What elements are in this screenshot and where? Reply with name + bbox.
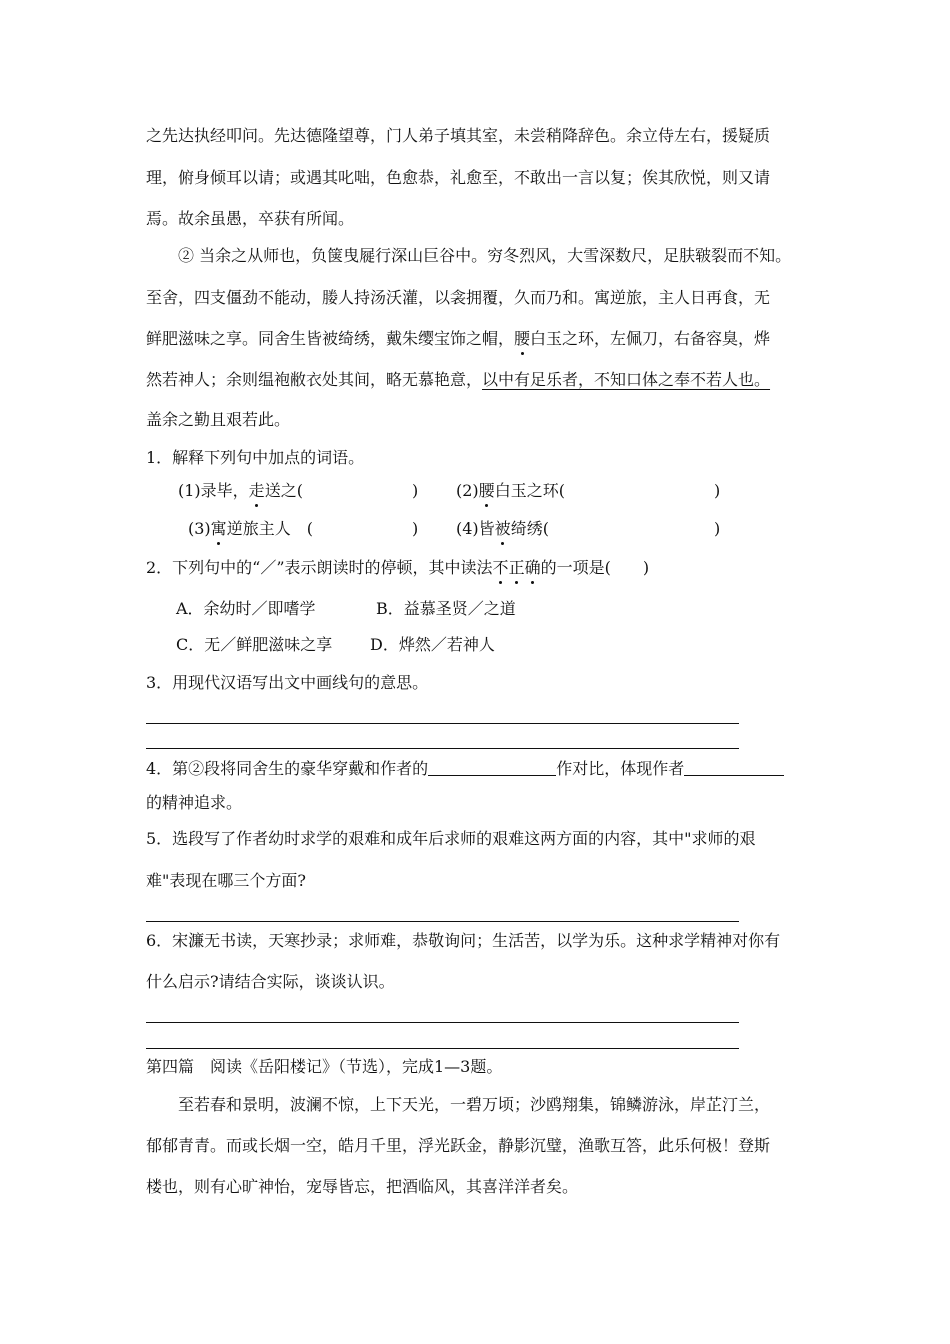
passage3-p1-line2: 理，俯身倾耳以请；或遇其叱咄，色愈恭，礼愈至，不敢出一言以复；俟其欣悦，则又请 bbox=[146, 168, 771, 187]
text-segment: 2．下列句中的“／”表示朗读时的停顿，其中读法 bbox=[146, 558, 493, 577]
dotted-word: 腰 bbox=[514, 329, 531, 348]
question6-line2: 什么启示?请结合实际，谈谈认识。 bbox=[146, 972, 395, 991]
dotted-word: 走 bbox=[248, 481, 265, 500]
question4-line1 bbox=[146, 758, 784, 780]
dotted-word: 寓 bbox=[210, 519, 227, 538]
question5-answer-line[interactable] bbox=[146, 921, 739, 922]
question4-blank-1[interactable] bbox=[428, 759, 556, 776]
question6-answer-line-1[interactable] bbox=[146, 1022, 739, 1023]
question1-stem: 1．解释下列句中加点的词语。 bbox=[146, 448, 365, 467]
text-segment: 然若神人；余则缊袍敝衣处其间，略无慕艳意， bbox=[146, 370, 483, 389]
text-segment: (3) bbox=[188, 519, 211, 538]
passage3-p2-line5: 盖余之勤且艰若此。 bbox=[146, 410, 291, 429]
question6-answer-line-2[interactable] bbox=[146, 1048, 739, 1049]
question1-item2-close: ) bbox=[714, 481, 721, 500]
question2-option-c: C．无／鲜肥滋味之享 bbox=[176, 635, 333, 654]
text-segment: 鲜肥滋味之享。同舍生皆被绮绣，戴朱缨宝饰之帽， bbox=[146, 329, 515, 348]
dotted-word: 确 bbox=[524, 558, 541, 577]
text-segment: (1)录毕， bbox=[178, 481, 249, 500]
dotted-word: 不 bbox=[492, 558, 509, 577]
question1-item2 bbox=[456, 480, 565, 502]
question2-option-d: D．烨然／若神人 bbox=[370, 635, 495, 654]
text-segment: 送之( bbox=[264, 481, 303, 500]
question2-stem bbox=[146, 557, 649, 579]
passage4-heading: 第四篇 阅读《岳阳楼记》（节选），完成1—3题。 bbox=[146, 1057, 503, 1076]
question4-blank-2[interactable] bbox=[684, 759, 784, 776]
question4-line2: 的精神追求。 bbox=[146, 793, 243, 812]
question3-stem: 3．用现代汉语写出文中画线句的意思。 bbox=[146, 673, 429, 692]
underlined-sentence: 以中有足乐者，不知口体之奉不若人也。 bbox=[482, 370, 771, 389]
dotted-word: 腰 bbox=[478, 481, 495, 500]
text-segment: 白玉之环( bbox=[494, 481, 565, 500]
passage4-line1: 至若春和景明，波澜不惊，上下天光，一碧万顷；沙鸥翔集，锦鳞游泳，岸芷汀兰， bbox=[178, 1095, 771, 1114]
text-segment: (4)皆 bbox=[456, 519, 495, 538]
question3-answer-line-1[interactable] bbox=[146, 723, 739, 724]
text-segment: 白玉之环，左佩刀，右备容臭，烨 bbox=[530, 329, 771, 348]
text-segment: 作对比，体现作者 bbox=[556, 759, 685, 778]
text-segment: 4．第②段将同舍生的豪华穿戴和作者的 bbox=[146, 759, 429, 778]
question1-item3-close: ) bbox=[412, 519, 419, 538]
question1-item4 bbox=[456, 518, 549, 540]
dotted-word: 正 bbox=[508, 558, 525, 577]
question1-item1-close: ) bbox=[412, 481, 419, 500]
passage3-p1-line3: 焉。故余虽愚，卒获有所闻。 bbox=[146, 209, 355, 228]
passage3-p2-line1: ② 当余之从师也，负箧曳屣行深山巨谷中。穷冬烈风，大雪深数尺，足肤皲裂而不知。 bbox=[178, 246, 792, 265]
passage3-p2-line3 bbox=[146, 328, 770, 350]
question1-item3 bbox=[188, 518, 313, 540]
text-segment: 的一项是( ) bbox=[540, 558, 650, 577]
dotted-word: 被 bbox=[494, 519, 511, 538]
text-segment: 逆旅主人 ( bbox=[226, 519, 313, 538]
text-segment: (2) bbox=[456, 481, 479, 500]
passage4-line3: 楼也，则有心旷神怡，宠辱皆忘，把酒临风，其喜洋洋者矣。 bbox=[146, 1177, 579, 1196]
text-segment: 绮绣( bbox=[510, 519, 549, 538]
question6-line1: 6．宋濂无书读，天寒抄录；求师难，恭敬询问；生活苦，以学为乐。这种求学精神对你有 bbox=[146, 931, 781, 950]
passage4-line2: 郁郁青青。而或长烟一空，皓月千里，浮光跃金，静影沉璧，渔歌互答，此乐何极！登斯 bbox=[146, 1136, 771, 1155]
question5-line2: 难"表现在哪三个方面? bbox=[146, 871, 306, 890]
passage3-p1-line1: 之先达执经叩问。先达德隆望尊，门人弟子填其室，未尝稍降辞色。余立侍左右，援疑质 bbox=[146, 126, 771, 145]
question3-answer-line-2[interactable] bbox=[146, 748, 739, 749]
question1-item1 bbox=[178, 480, 303, 502]
question5-line1: 5．选段写了作者幼时求学的艰难和成年后求师的艰难这两方面的内容，其中"求师的艰 bbox=[146, 829, 756, 848]
question2-option-b: B．益慕圣贤／之道 bbox=[376, 599, 516, 618]
passage3-p2-line2: 至舍，四支僵劲不能动，媵人持汤沃灌，以衾拥覆，久而乃和。寓逆旅，主人日再食，无 bbox=[146, 288, 771, 307]
passage3-p2-line4 bbox=[146, 369, 770, 391]
question1-item4-close: ) bbox=[714, 519, 721, 538]
question2-option-a: A．余幼时／即嗜学 bbox=[176, 599, 316, 618]
